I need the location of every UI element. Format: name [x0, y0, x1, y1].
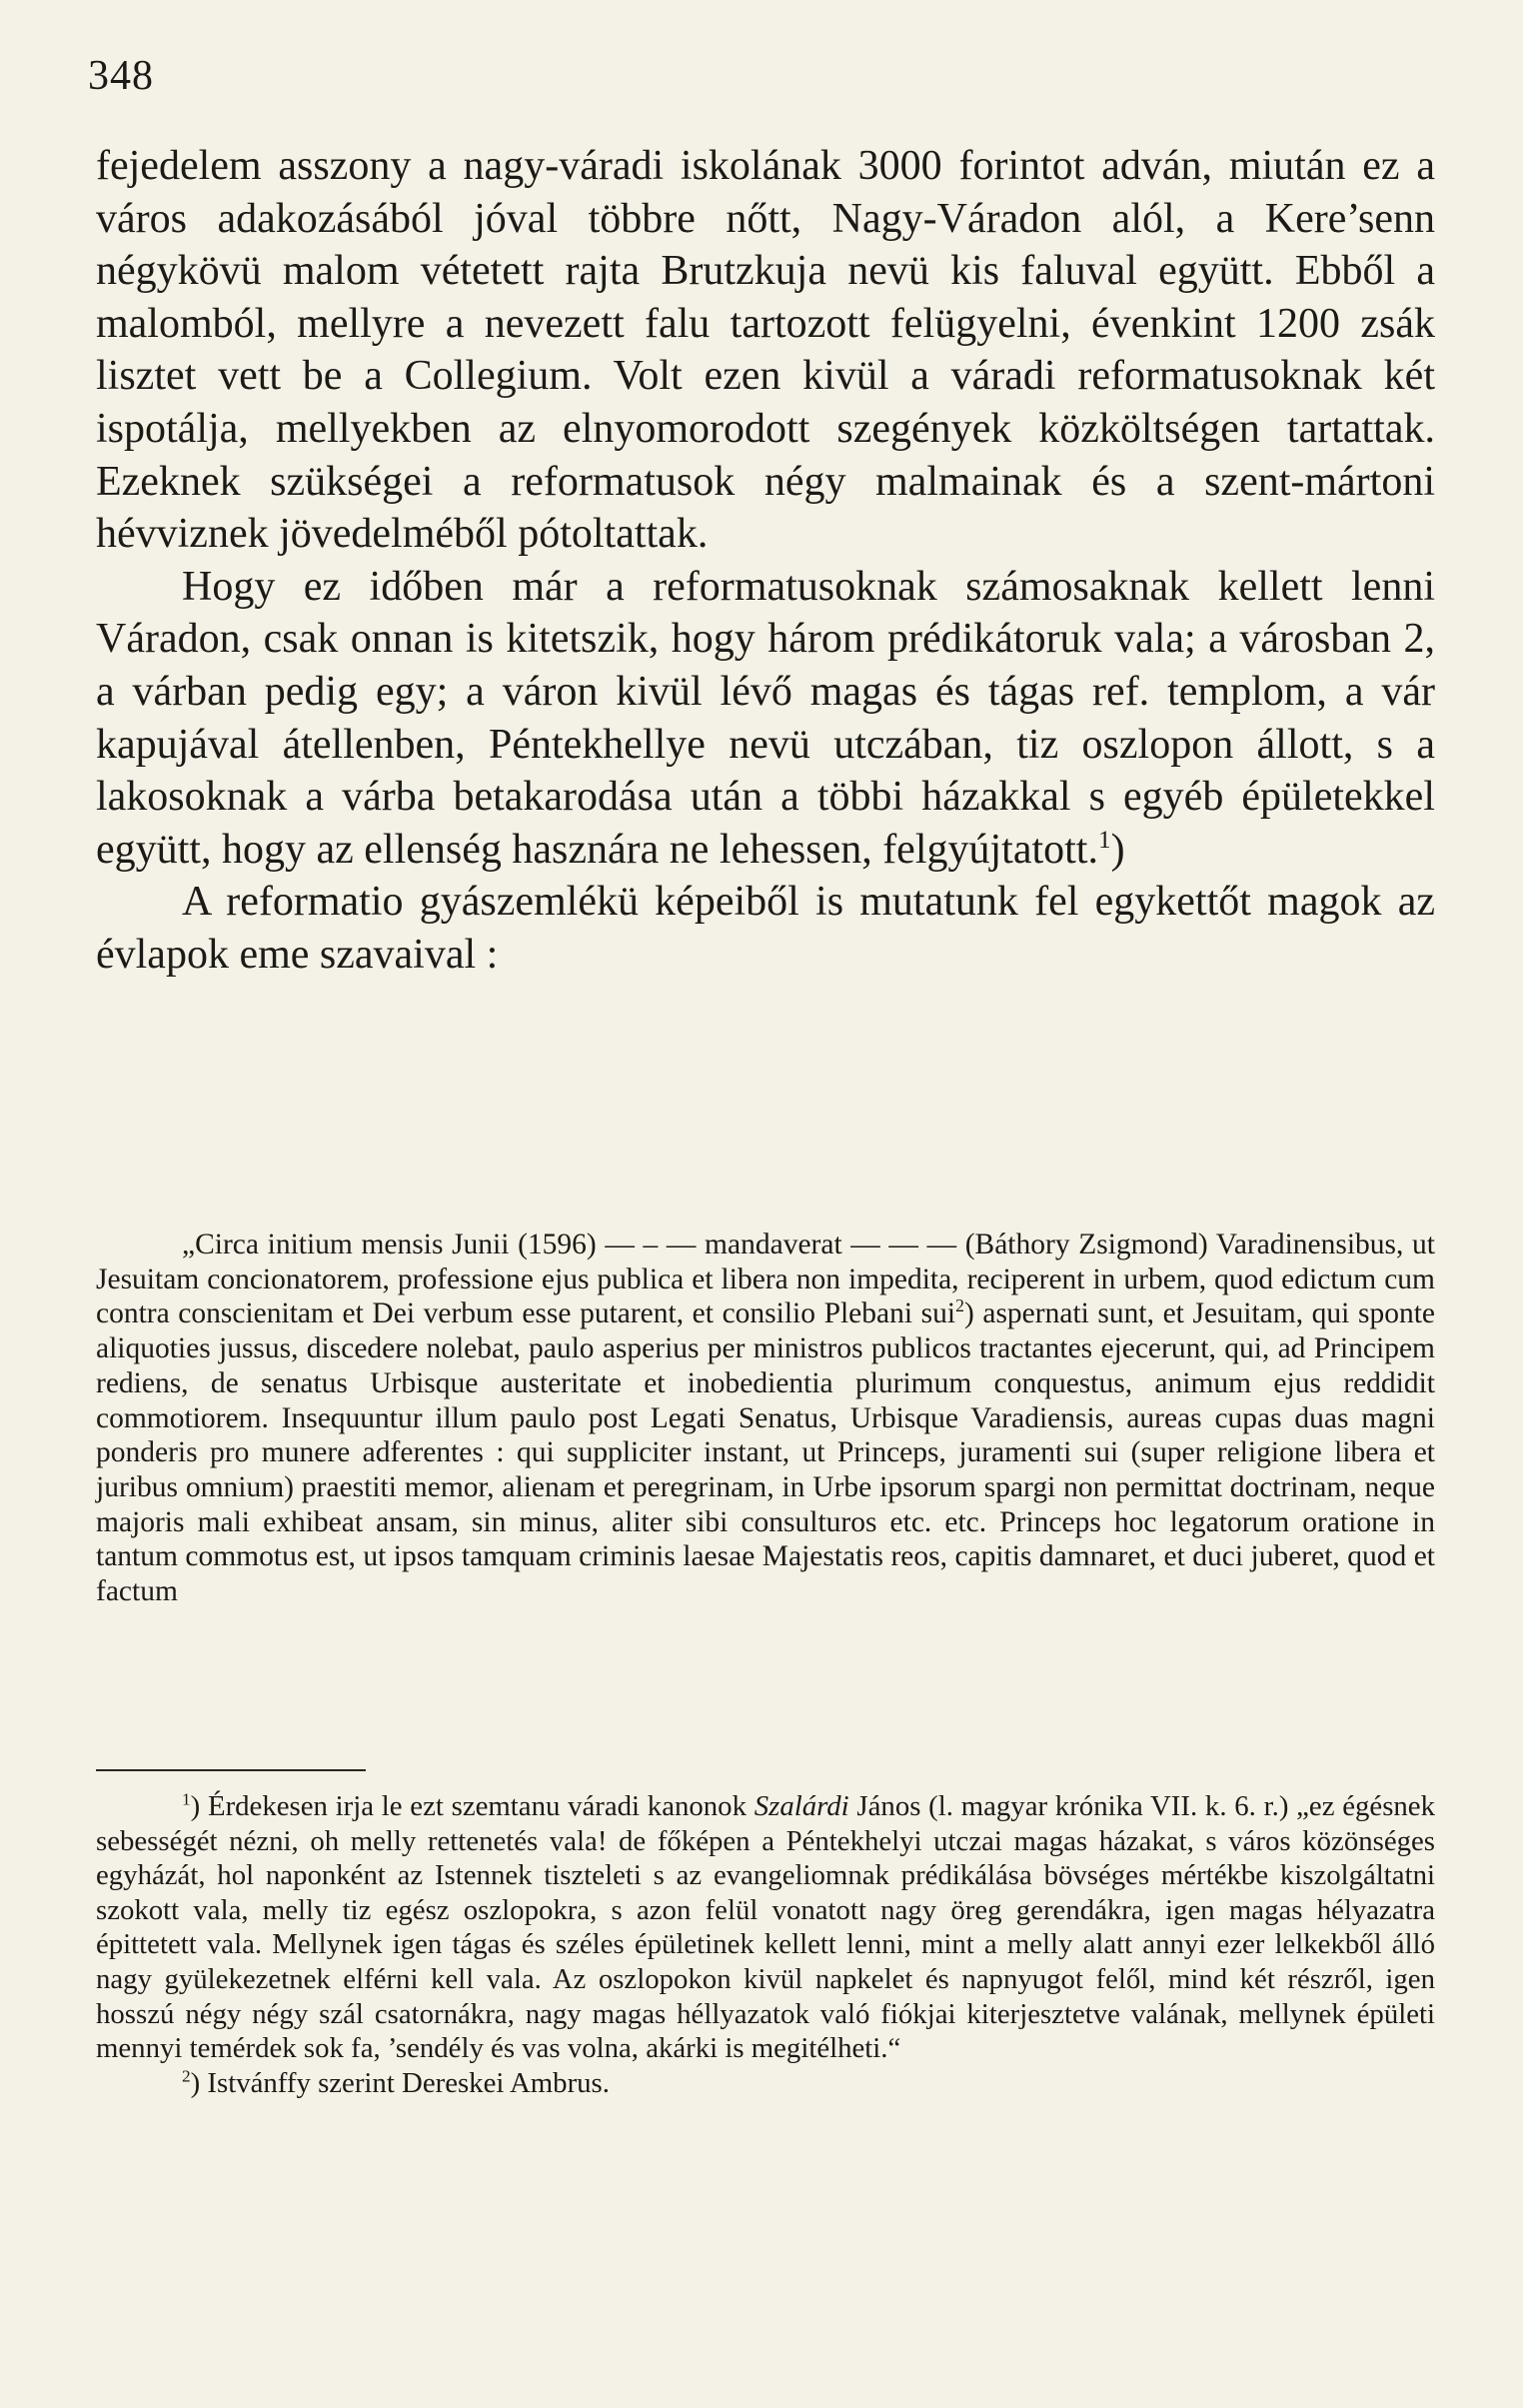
- footnote-2-text: Istvánffy szerint Dereskei Ambrus.: [200, 2066, 610, 2099]
- paragraph-3: A reformatio gyászemlékü képeiből is mutatunk fel egykettőt magok az évlapok eme szavaival :: [96, 879, 1435, 978]
- paragraph-2-text: Hogy ez időben már a reformatusoknak számosaknak kellett lenni Váradon, csak onnan is kitetszik, hogy három prédikátoruk vala; a városban 2, a várban pedig egy; a váron kivül lévő magas és tágas ref. templom, a vár kapujával átellenben, Péntekhellye nevü utczában, tiz oszlopon állott, s a lakosoknak a várba betakarodása után a többi házakkal s egyéb épületekkel együtt, hogy az ellenség hasznára ne lehessen, felgyújtatott.: [96, 563, 1435, 873]
- footnote-1-text-b: János (l. magyar krónika VII. k. 6. r.) „ez égésnek sebességét nézni, oh melly rettenetés vala! de főképen a Péntekhelyi utczai magas házakat, s város közönséges egyházát, hol naponként az Istennek tiszteleti s az evangeliomnak prédikálása bövséges mértékbe kiszolgáltatni szokott vala, melly tiz egész oszlopokra, s azon felül vonatott nagy öreg gerendákra, igen magas hélyazatra épittetett vala. Mellynek igen tágas és széles épületinek kellett lenni, mint a melly alatt annyi ezer lelkekből álló nagy gyülekezetnek elférni kell vala. Az oszlopokon kivül napkelet és napnyugot felől, mind két részről, igen hosszú négy négy szál csatornákra, nagy magas héllyazatok való fiókjai kiterjesztetve valának, mellynek épületi mennyi temérdek sok fa, ’sendély és vas volna, akárki is megitélheti.“: [96, 1790, 1435, 2065]
- footnotes: [96, 1789, 1435, 2100]
- footnote-2: $^2$) Istvánffy szerint Dereskei Ambrus.: [182, 2066, 610, 2099]
- page-number: 348: [88, 53, 154, 99]
- footnote-ref-2: 2: [955, 1295, 964, 1316]
- paragraph-2: Hogy ez időben már a reformatusoknak számosaknak kellett lenni Váradon, csak onnan is kitetszik, hogy három prédikátoruk vala; a városban 2, a várban pedig egy; a váron kivül lévő magas és tágas ref. templom, a vár kapujával átellenben, Péntekhellye nevü utczában, tiz oszlopon állott, s a lakosoknak a várba betakarodása után a többi házakkal s egyéb épületekkel együtt, hogy az ellenség hasznára ne lehessen, felgyújtatott.$^1$): [96, 563, 1435, 873]
- footnote-1: $^1$) Érdekesen irja le ezt szemtanu váradi kanonok Szalárdi János (l. magyar krónika VII. k. 6. r.) „ez égésnek sebességét nézni, oh melly rettenetés vala! de főképen a Péntekhelyi utczai magas házakat, s város közönséges egyházát, hol naponként az Istennek tiszteleti s az evangeliomnak prédikálása bövséges mértékbe kiszolgáltatni szokott vala, melly tiz egész oszlopokra, s azon felül vonatott nagy öreg gerendákra, igen magas hélyazatra épittetett vala. Mellynek igen tágas és széles épületinek kellett lenni, mint a melly alatt annyi ezer lelkekből álló nagy gyülekezetnek elférni kell vala. Az oszlopokon kivül napkelet és napnyugot felől, mind két részről, igen hosszú négy négy szál csatornákra, nagy magas héllyazatok való fiókjai kiterjesztetve valának, mellynek épületi mennyi temérdek sok fa, ’sendély és vas volna, akárki is megitélheti.“: [96, 1789, 1435, 2065]
- latin-quote-part-1: „Circa initium mensis Junii (1596) — – — mandaverat — — — (Báthory Zsigmond) Varadinensibus, ut Jesuitam concionatorem, professione ejus publica et libera non impedita, reciperent in urbem, quod edictum cum contra conscienitam et Dei verbum esse putarent, et consilio Plebani sui: [96, 1228, 1435, 1330]
- main-text: [96, 140, 1435, 982]
- footnote-1-author: Szalárdi: [754, 1790, 849, 1822]
- latin-quote: „Circa initium mensis Junii (1596) — – — mandaverat — — — (Báthory Zsigmond) Varadinensibus, ut Jesuitam concionatorem, professione ejus publica et libera non impedita, reciperent in urbem, quod edictum cum contra conscienitam et Dei verbum esse putarent, et consilio Plebani sui$^2$) aspernati sunt, et Jesuitam, qui sponte aliquoties jussus, discedere nolebat, paulo asperius per ministros publicos tractantes ejecerunt, qui, ad Principem rediens, de senatus Urbisque austeritate et inobedientia plurimum conquestus, animum ejus reddidit commotiorem. Insequuntur illum paulo post Legati Senatus, Urbisque Varadiensis, aureas cupas duas magni ponderis pro munere adferentes : qui suppliciter instant, ut Princeps, juramenti sui (super religione libera et juribus omnium) praestiti memor, alienam et peregrinam, in Urbe ipsorum spargi non permittat doctrinam, neque majoris mali exhibeat ansam, sin minus, aliter sibi consulturos etc. etc. Princeps hoc legatorum oratione in tantum commotus est, ut ipsos tamquam criminis laesae Majestatis reos, capitis damnaret, et duci juberet, quod et factum: [96, 1228, 1435, 1608]
- footnote-ref-1: 1: [1097, 826, 1111, 854]
- footnote-1-text-a: Érdekesen irja le ezt szemtanu váradi kanonok: [200, 1790, 755, 1822]
- footnote-divider: [96, 1769, 366, 1771]
- latin-quote-part-2: aspernati sunt, et Jesuitam, qui sponte aliquoties jussus, discedere nolebat, paulo asperius per ministros publicos tractantes ejecerunt, qui, ad Principem rediens, de senatus Urbisque austeritate et inobedientia plurimum conquestus, animum ejus reddidit commotiorem. Insequuntur illum paulo post Legati Senatus, Urbisque Varadiensis, aureas cupas duas magni ponderis pro munere adferentes : qui suppliciter instant, ut Princeps, juramenti sui (super religione libera et juribus omnium) praestiti memor, alienam et peregrinam, in Urbe ipsorum spargi non permittat doctrinam, neque majoris mali exhibeat ansam, sin minus, aliter sibi consulturos etc. etc. Princeps hoc legatorum oratione in tantum commotus est, ut ipsos tamquam criminis laesae Majestatis reos, capitis damnaret, et duci juberet, quod et factum: [96, 1297, 1435, 1608]
- footnote-1-mark: 1: [182, 1789, 191, 1809]
- footnote-2-mark: 2: [182, 2066, 191, 2086]
- paragraph-1: fejedelem asszony a nagy-váradi iskolának 3000 forintot adván, miután ez a város adakozásából jóval többre nőtt, Nagy-Váradon alól, a Kere’senn négykövü malom vétetett rajta Brutzkuja nevü kis faluval együtt. Ebből a malomból, mellyre a nevezett falu tartozott felügyelni, évenkint 1200 zsák lisztet vett be a Collegium. Volt ezen kivül a váradi reformatusoknak két ispotálja, mellyekben az elnyomorodott szegények közköltségen tartattak. Ezeknek szükségei a reformatusok négy malmainak és a szent-mártoni hévviznek jövedelméből pótoltattak.: [96, 143, 1435, 558]
